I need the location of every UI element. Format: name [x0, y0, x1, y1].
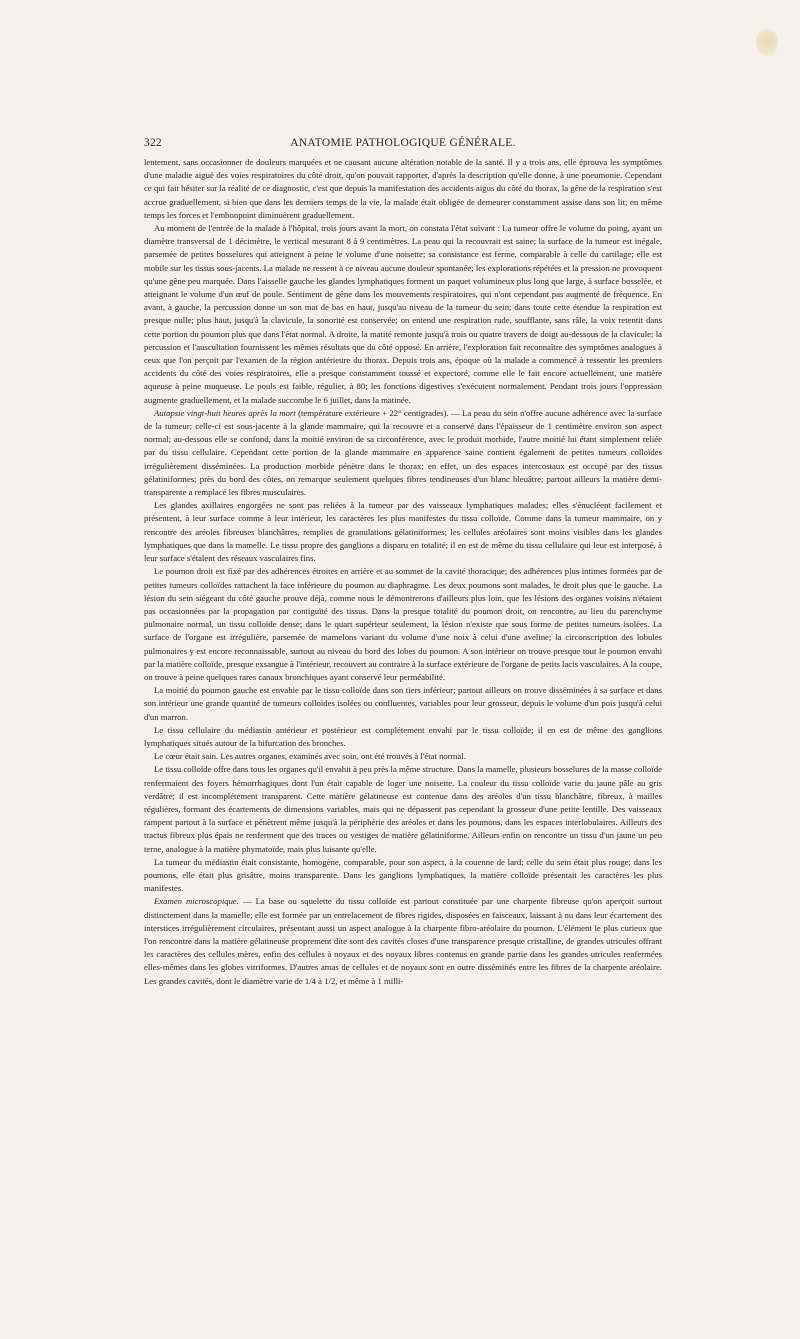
paragraph [144, 565, 662, 684]
paragraph [144, 222, 662, 407]
page-header [144, 137, 662, 153]
paragraph [144, 750, 662, 763]
paragraph-text: La tumeur du médiastin était consistante, homogène, comparable, pour son aspect, à la couenne de lard; celle du sein était plus rouge; dans les poumons, elle était plus grisâtre, moins transparente. Dans les ganglions lymphatiques, la matière colloïde présentait les caractères les plus manifestes. [144, 856, 662, 894]
paragraph [144, 499, 662, 565]
paragraph [144, 763, 662, 855]
paragraph-text: (température extérieure + 22° centigrades). — La peau du sein n'offre aucune adhérence avec la surface de la tumeur; celle-ci est sous-jacente à la glande mammaire, qui la recouvre et a conservé dans l'épaisseur de 1 centimètre environ son aspect normal; au-dessous elle se confond, dans la moitié environ de sa circonférence, avec le produit morbide, l'autre moitié lui étant simplement reliée par du tissu cellulaire. Cependant cette portion de la glande mammaire en apparence saine contient également de petites tumeurs colloïdes irrégulièrement disséminées. La production morbide pénètre dans le thorax; en effet, un des espaces intercostaux est occupé par des tissus gélatiniformes; près du bord des côtes, on remarque seulement quelques fibres tendineuses d'un blanc bleuâtre; partout ailleurs la matière demi-transparente a remplacé les fibres musculaires. [144, 407, 663, 498]
paragraph [144, 895, 662, 987]
paragraph-lead: Examen microscopique. [154, 896, 239, 907]
paragraph [144, 684, 662, 724]
page-number: 322 [144, 137, 162, 149]
paragraph-text: Au moment de l'entrée de la malade à l'hôpital, trois jours avant la mort, on constata l'état suivant : La tumeur offre le volume du poing, ayant un diamètre transversal de 1 décimètre, le vertical mesurant 8 à 9 centimètres. La peau qui la recouvrait est saine; la surface de la tumeur est inégale, parsemée de petites bosselures qui atteignent à peine le volume d'une noisette; sa consistance est ferme, comparable à celle du cartilage; elle est mobile sur les tissus sous-jacents. La malade ne ressent à ce niveau aucune douleur spontanée; les explorations répétées et la pression ne provoquent qu'une gêne peu marquée. Dans l'aisselle gauche les glandes lymphatiques forment un paquet volumineux plus long que large, à surface bosselée, et atteignant le volume d'un œuf de poule. Sentiment de gêne dans les mouvements respiratoires, qui n'ont cependant pas augmenté de fréquence. En avant, à gauche, la percussion donne un son mat de bas en haut, jusqu'au niveau de la tumeur du sein; dans toute cette étendue la respiration est presque nulle; plus haut, jusqu'à la clavicule, la sonorité est conservée; on entend une respiration rude, soufflante, sans râle, la voix retentit dans cette portion du poumon plus que dans l'état normal. A droite, la matité remonte jusqu'à trois ou quatre travers de doigt au-dessous de la clavicule; la percussion et l'auscultation fournissent les mêmes résultats que du côté opposé. En arrière, l'exploration fait reconnaître des symptômes analogues à ceux que l'on perçoit par l'examen de la région antérieure du thorax. Depuis trois ans, époque où la malade a commencé à ressentir les premiers accidents du côté des voies respiratoires, elle a presque constamment toussé et expectoré, comme elle le fait encore actuellement, une matière aqueuse à peine muqueuse. Le pouls est faible, régulier, à 80; les fonctions digestives s'exécutent normalement. Pendant trois jours l'oppression augmente graduellement, et la malade succombe le 6 juillet, dans la matinée. [144, 223, 662, 405]
paragraph-text: Le tissu cellulaire du médiastin antérieur et postérieur est complétement envahi par le tissu colloïde; il en est de même des ganglions lymphatiques situés autour de la bifurcation des bronches. [144, 724, 662, 748]
paragraph-text: Les glandes axillaires engorgées ne sont pas reliées à la tumeur par des vaisseaux lymphatiques malades; elles s'énucléent facilement et présentent, à leur surface comme à leur intérieur, les caractères les plus manifestes du tissu colloïde. Comme dans la tumeur mammaire, on y rencontre des aréoles fibreuses blanchâtres, remplies de granulations gélatiniformes; les cellules aréolaires sont moins visibles dans les glandes lymphatiques que dans la mamelle. Le tissu propre des ganglions a disparu en totalité; il en est de même du tissu cellulaire qui leur est interposé, à leur surface s'étalent des réseaux vasculaires fins. [144, 500, 662, 564]
paragraph-text: — La base ou squelette du tissu colloïde est partout constituée par une charpente fibreuse qu'on aperçoit surtout distinctement dans la mamelle; elle est formée par un entrelacement de fibres rigides, disposées en faisceaux, laissant à nu dans leur écartement des interstices irrégulièrement circulaires, présentant aussi un aspect analogue à la charpente fibro-aréolaire du poumon. L'élément le plus curieux que l'on rencontre dans la matière gélatineuse proprement dite sont des cavités closes d'une transparence presque cristalline, de grandes utricules offrant les caractères des cellules mères, enfin des cellules à noyaux et des noyaux libres contenus en grande partie dans les grandes utricules renfermées elles-mêmes dans les globes vitriformes. D'autres amas de cellules et de noyaux sont en outre disséminés entre les fibres de la charpente aréolaire. Les grandes cavités, dont le diamètre varie de 1/4 à 1/2, et même à 1 milli- [144, 896, 662, 986]
paragraph [144, 156, 662, 222]
paragraph-text: Le cœur était sain. Les autres organes, examinés avec soin, ont été trouvés à l'état normal. [154, 751, 466, 762]
paragraph [144, 724, 662, 750]
paragraph-text: lentement, sans occasionner de douleurs marquées et ne causant aucune altération notable de la santé. Il y a trois ans, elle éprouva les symptômes d'une maladie aiguë des voies respiratoires du côté droit, qu'on pouvait rapporter, d'après la description qu'elle donne, à une pneumonie. Cependant ce qui fait hésiter sur la réalité de ce diagnostic, c'est que depuis la manifestation des accidents aigus du côté du thorax, la gêne de la respiration s'est accrue graduellement, si bien que dans les derniers temps de la vie, la malade était obligée de demeurer constamment assise dans son lit; en même temps les forces et l'embonpoint diminuèrent graduellement. [144, 157, 662, 220]
paragraph-text: Le poumon droit est fixé par des adhérences étroites en arrière et au sommet de la cavité thoracique; des adhérences plus intimes formées par de petites tumeurs colloïdes rattachent la face inférieure du poumon au diaphragme. Les deux poumons sont malades, le droit plus que le gauche. La lésion du sein siégeant du côté gauche prouve déjà, comme nous le démontrerons d'ailleurs plus loin, que les lésions des organes voisins n'étaient pas occasionnées par la propagation par contiguïté des tissus. Dans la presque totalité du poumon droit, on rencontre, au lieu du parenchyme pulmonaire normal, un tissu colloïde dense; dans le quart supérieur seulement, la lésion n'existe que sous forme de petites tumeurs isolées. La surface de l'organe est irrégulière, parsemée de mamelons variant du volume d'une noix à celui d'une aveline; la circonscription des lobules pulmonaires y est encore reconnaissable, surtout au niveau du bord des lobes du poumon. A son intérieur on trouve presque tout le poumon envahi par la matière colloïde, presque exsangue à l'intérieur, recouvert au contraire à la surface extérieure de l'organe de petits lacis vasculaires. A la coupe, on trouve à peine quelques rares canaux bronchiques ayant conservé leur perméabilité. [144, 566, 662, 682]
paragraph-text: Le tissu colloïde offre dans tous les organes qu'il envahit à peu près la même structure. Dans la mamelle, plusieurs bosselures de la masse colloïde renfermaient des foyers hémorrhagiques dont l'un était capable de loger une noisette. La couleur du tissu colloïde varie du jaune pâle au gris verdâtre; il est incomplétement transparent. Cette matière gélatineuse est contenue dans des aréoles d'un tissu blanchâtre, fibreux, à mailles régulières, formant des écartements de dimensions variables, mais qui ne dépassent pas cependant la grosseur d'une petite lentille. Des vaisseaux rampent partout à la surface et pénètrent même jusqu'à la périphérie des aréoles et dans les poumons, dans les espaces interlobulaires. Ailleurs des tractus fibreux plus épais ne renferment que des traces ou vestiges de matière gélatiniforme. Ailleurs enfin on rencontre un tissu d'un jaune un peu terne, analogue à la matière phymatoïde, mais plus luisante qu'elle. [144, 764, 662, 854]
body-text [144, 156, 662, 988]
paragraph-lead: Autopsie vingt-huit heures après la mort [154, 407, 296, 418]
paragraph-text: La moitié du poumon gauche est envahie par le tissu colloïde dans son tiers inférieur; partout ailleurs on trouve disséminées à sa surface et dans son intérieur une grande quantité de tumeurs colloïdes isolées ou confluentes, variables pour leur grosseur, depuis le volume d'un pois jusqu'à celui d'un marron. [144, 685, 662, 722]
paragraph [144, 407, 662, 499]
paragraph [144, 856, 662, 896]
paper-stain [756, 28, 778, 56]
running-title: ANATOMIE PATHOLOGIQUE GÉNÉRALE. [290, 137, 516, 149]
